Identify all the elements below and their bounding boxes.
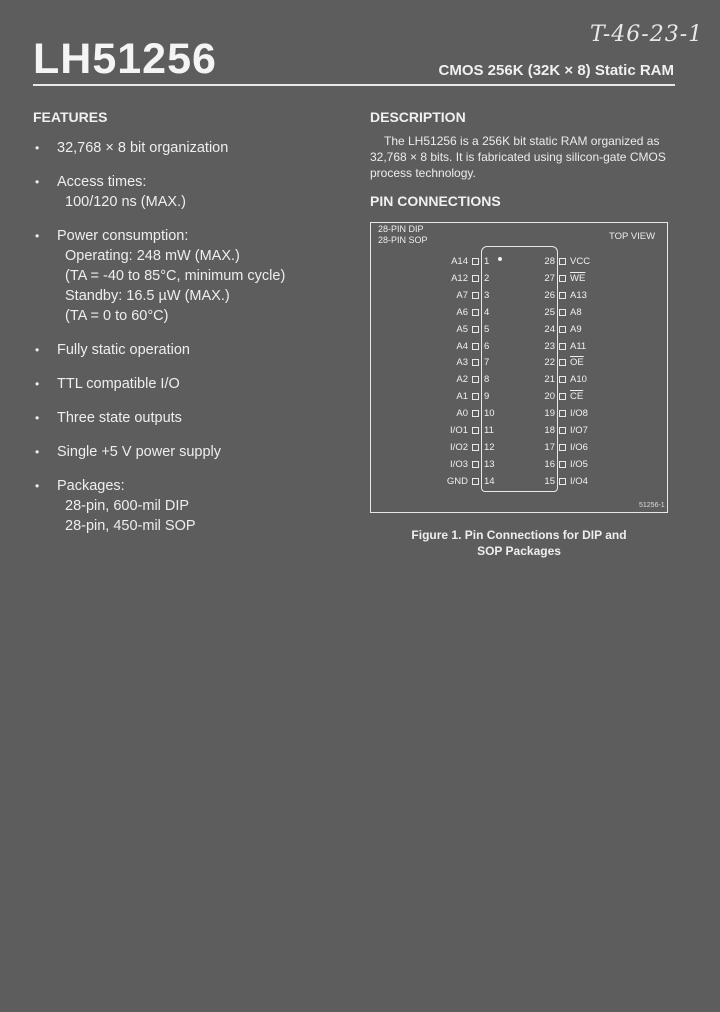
pin-number-right: 28: [544, 256, 555, 267]
features-list: [33, 138, 353, 550]
feature-line: 32,768 × 8 bit organization: [57, 140, 229, 156]
pin-name-left: I/O1: [450, 425, 468, 436]
pin-number-right: 20: [544, 391, 555, 403]
pin-square: [472, 444, 479, 451]
pin-square: [472, 393, 479, 400]
pin-name-left: A4: [456, 340, 468, 352]
features-heading: FEATURES: [33, 109, 108, 125]
pin-name-left: A1: [456, 391, 468, 403]
pin-number-right: 19: [544, 408, 555, 420]
pin-square: [559, 427, 566, 434]
pin-name-left: I/O3: [450, 458, 468, 470]
pin-name-right: $\overline{WE}$: [570, 272, 586, 284]
pin-square: [559, 275, 566, 282]
pin-name-left: A5: [456, 323, 468, 335]
header-rule: [33, 84, 675, 86]
pin-connections-heading: PIN CONNECTIONS: [370, 193, 501, 209]
pin-square: [559, 461, 566, 468]
feature-organization: [33, 138, 353, 158]
pin-name-right: VCC: [570, 256, 591, 267]
pin-number-right: 22: [544, 357, 555, 369]
pin-name-right: A8: [570, 306, 582, 318]
pin-name-left: GND: [446, 475, 468, 487]
feature-line: Fully static operation: [57, 342, 190, 358]
pin-square: [472, 326, 479, 333]
feature-line: Power consumption:: [57, 228, 189, 244]
pin-number-left: 13: [484, 458, 495, 470]
feature-three-state: [33, 408, 353, 428]
pin-number-left: 12: [484, 441, 495, 453]
pin-square: [559, 478, 566, 485]
package-label-dip: 28-PIN DIP: [378, 224, 424, 234]
pin-square: [472, 427, 479, 434]
pin-name-right: A13: [570, 289, 587, 301]
figure-id: 51256-1: [639, 502, 665, 509]
description-text: The LH51256 is a 256K bit static RAM organized as 32,768 × 8 bits. It is fabricated using silicon-gate CMOS process technology.: [370, 134, 666, 180]
pin-number-right: 21: [544, 374, 555, 386]
pin-number-left: 11: [484, 425, 494, 436]
pin-name-right: A9: [570, 323, 582, 335]
pin-square: [559, 410, 566, 417]
package-label-sop: 28-PIN SOP: [378, 235, 428, 245]
pin-square: [472, 461, 479, 468]
pin-number-left: 2: [484, 272, 490, 284]
pin-number-right: 17: [544, 441, 555, 453]
pin-name-left: A0: [456, 408, 468, 420]
pin-name-right: A10: [570, 374, 587, 386]
pin-square: [472, 275, 479, 282]
pin-square: [559, 359, 566, 366]
pin-name-right: $\overline{CE}$: [570, 391, 584, 403]
pin-name-left: A7: [456, 289, 468, 301]
feature-subline: (TA = 0 to 60°C): [65, 308, 169, 324]
pin-name-right: A11: [570, 340, 587, 352]
pin-name-right: I/O8: [570, 408, 588, 420]
pin-square: [472, 376, 479, 383]
pin-square: [559, 343, 566, 350]
pin-square: [559, 309, 566, 316]
pin-name-left: I/O2: [450, 441, 468, 453]
pin-name-left: A14: [451, 256, 468, 267]
pin-number-right: 24: [544, 323, 555, 335]
feature-power-supply: [33, 442, 353, 462]
feature-subline: 28-pin, 450-mil SOP: [65, 518, 196, 534]
feature-access-times: [33, 172, 353, 212]
pin-number-left: 14: [484, 475, 495, 487]
pin-number-left: 10: [484, 408, 495, 420]
pin-number-right: 27: [544, 272, 555, 284]
pin-number-left: 5: [484, 323, 490, 335]
pin-number-left: 4: [484, 306, 490, 318]
pin-number-right: 16: [544, 458, 555, 470]
pin-square: [472, 258, 479, 265]
pin-square: [559, 258, 566, 265]
pin-number-right: 23: [544, 340, 555, 352]
pin-name-right: I/O6: [570, 441, 588, 453]
pin-number-left: 1: [484, 256, 490, 267]
feature-subline: 28-pin, 600-mil DIP: [65, 498, 190, 514]
pin-number-left: 6: [484, 340, 490, 352]
pin-square: [472, 478, 479, 485]
document-subtitle: CMOS 256K (32K × 8) Static RAM: [438, 62, 674, 79]
pin-number-left: 3: [484, 289, 490, 301]
feature-power: [33, 226, 353, 326]
pin-number-right: 25: [544, 306, 555, 318]
top-view-label: TOP VIEW: [609, 231, 656, 242]
pin-square: [559, 292, 566, 299]
pin-square: [472, 309, 479, 316]
pin-square: [472, 292, 479, 299]
pin-number-right: 26: [544, 289, 555, 301]
pin-square: [559, 444, 566, 451]
pin-name-left: A6: [456, 306, 468, 318]
figure-caption: Figure 1. Pin Connections for DIP and SOP Packages: [411, 528, 627, 558]
feature-line: TTL compatible I/O: [57, 376, 180, 392]
pin-number-left: 9: [484, 391, 490, 403]
feature-subline: 100/120 ns (MAX.): [65, 194, 186, 210]
pin-number-left: 8: [484, 374, 490, 386]
feature-static: [33, 340, 353, 360]
feature-subline: (TA = -40 to 85°C, minimum cycle): [65, 268, 286, 284]
pin-number-right: 15: [544, 475, 555, 487]
pin-name-left: A2: [456, 374, 468, 386]
pin-number-right: 18: [544, 425, 555, 436]
pin-square: [559, 326, 566, 333]
feature-line: Three state outputs: [57, 410, 182, 426]
feature-subline: Operating: 248 mW (MAX.): [65, 248, 240, 264]
package-labels: [378, 224, 428, 246]
feature-packages: [33, 476, 353, 536]
pin-name-right: $\overline{OE}$: [570, 357, 584, 369]
feature-line: Single +5 V power supply: [57, 444, 222, 460]
handwritten-note: T-46-23-1: [590, 22, 704, 47]
pin-square: [472, 359, 479, 366]
pin-square: [472, 410, 479, 417]
pin-square: [559, 393, 566, 400]
pin-number-left: 7: [484, 357, 490, 369]
pin-name-left: A12: [451, 272, 468, 284]
pin-square: [559, 376, 566, 383]
part-number-title: LH51256: [33, 35, 217, 83]
pin-name-right: I/O5: [570, 458, 588, 470]
pin-square: [472, 343, 479, 350]
pin-name-right: I/O4: [570, 475, 588, 487]
pin-name-right: I/O7: [570, 425, 588, 436]
pin-name-left: A3: [456, 357, 468, 369]
description-heading: DESCRIPTION: [370, 109, 466, 125]
feature-line: Access times:: [57, 174, 147, 190]
feature-line: Packages:: [57, 478, 125, 494]
feature-ttl: [33, 374, 353, 394]
feature-subline: Standby: 16.5 µW (MAX.): [65, 288, 230, 304]
